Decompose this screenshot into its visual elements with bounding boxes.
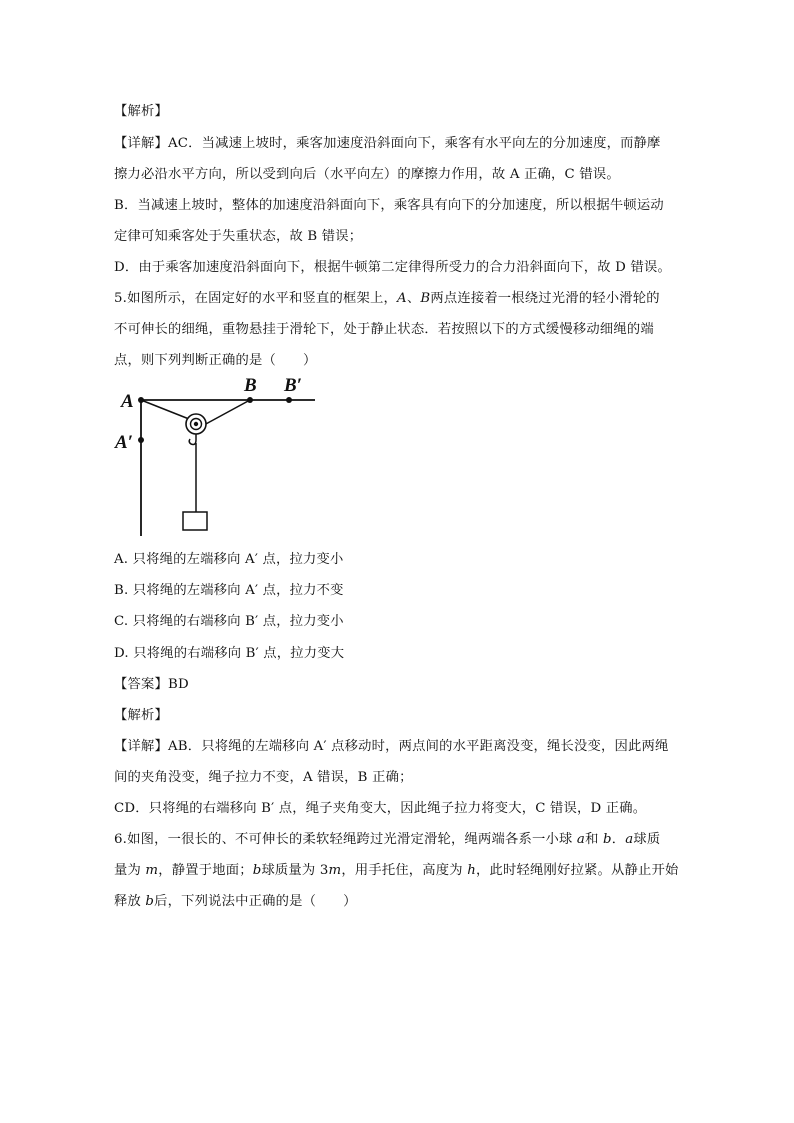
q8-ball-b: b	[145, 894, 155, 909]
line-analysis-heading-1: 【解析】	[114, 104, 168, 119]
q5-text-e: 两点连接着一根绕过光滑的轻小滑轮的	[430, 291, 660, 306]
point-a-prime-dot	[138, 437, 144, 443]
q6-ball-a-2: a	[625, 832, 634, 847]
question-6-line-3	[114, 892, 357, 912]
line-detail-ac-2: 擦力必沿水平方向，所以受到向后（水平向左）的摩擦力作用，故 A 正确，C 错误。	[114, 167, 620, 182]
q8-text-a: 释放	[114, 894, 146, 909]
line-detail-ab-1: 【详解】AB．只将绳的左端移向 A′ 点移动时，两点间的水平距离没变，绳长没变，因此两绳	[114, 739, 669, 754]
option-c: C. 只将绳的右端移向 B′ 点，拉力变小	[114, 614, 344, 629]
q7-ball-b: b	[252, 863, 262, 878]
line-detail-b-2: 定律可知乘客处于失重状态，故 B 错误；	[114, 229, 363, 244]
label-b: B	[244, 376, 257, 396]
q7-text-a: 量为	[114, 863, 146, 878]
point-b-dot	[247, 397, 253, 403]
pulley-hook	[189, 434, 196, 445]
line-detail-ab-2: 间的夹角没变，绳子拉力不变，A 错误，B 正确；	[114, 770, 413, 785]
q5-text-c: 、	[406, 291, 421, 306]
label-b-prime: B′	[284, 376, 303, 396]
q7-text-c: ，静置于地面；	[158, 863, 253, 878]
q6-text-e: ．	[611, 832, 626, 847]
q7-text-i: ，此时轻绳刚好拉紧。从静止开始	[476, 863, 679, 878]
line-detail-d: D．由于乘客加速度沿斜面向下，根据牛顿第二定律得所受力的合力沿斜面向下，故 D 错误。	[114, 260, 671, 275]
q5-point-b: B	[420, 291, 431, 306]
q5-point-a: A	[397, 291, 407, 306]
q6-text-a: 6.如图，一很长的、不可伸长的柔软轻绳跨过光滑定滑轮，绳两端各系一小球	[114, 832, 577, 847]
line-analysis-heading-2: 【解析】	[114, 708, 168, 723]
answer-line: 【答案】BD	[114, 677, 189, 692]
q6-ball-b: b	[603, 832, 612, 847]
label-a: A	[121, 391, 134, 412]
option-a: A. 只将绳的左端移向 A′ 点，拉力变小	[114, 552, 344, 567]
q7-mass-m: m	[145, 863, 159, 878]
question-5-line-3: 点，则下列判断正确的是（ ）	[114, 353, 317, 368]
question-6-line-1	[114, 830, 660, 850]
point-a-dot	[138, 397, 144, 403]
line-detail-ac-1: 【详解】AC．当减速上坡时，乘客加速度沿斜面向下，乘客有水平向左的分加速度，而静摩	[114, 136, 661, 151]
rope-right-segment	[204, 400, 250, 425]
q5-text-a: 5.如图所示，在固定好的水平和竖直的框架上，	[114, 291, 398, 306]
q6-text-c: 和	[585, 832, 603, 847]
label-a-prime: A′	[115, 432, 134, 453]
line-detail-b-1: B．当减速上坡时，整体的加速度沿斜面向下，乘客具有向下的分加速度，所以根据牛顿运动	[114, 198, 664, 213]
question-5-line-1	[114, 289, 660, 309]
q6-ball-a: a	[576, 832, 586, 847]
option-d: D. 只将绳的右端移向 B′ 点，拉力变大	[114, 646, 345, 661]
q7-height-h: h	[467, 863, 476, 878]
question-6-line-2	[114, 861, 678, 881]
q7-text-g: ，用手托住，高度为	[341, 863, 468, 878]
hanging-weight	[183, 512, 207, 530]
line-detail-cd: CD．只将绳的右端移向 B′ 点，绳子夹角变大，因此绳子拉力将变大，C 错误，D 正确。	[114, 801, 647, 816]
option-b: B. 只将绳的左端移向 A′ 点，拉力不变	[114, 583, 344, 598]
pulley-axle	[194, 422, 198, 426]
q7-text-e: 球质量为 3	[261, 863, 329, 878]
q8-text-c: 后，下列说法中正确的是（ ）	[154, 894, 357, 909]
point-b-prime-dot	[286, 397, 292, 403]
q6-text-g: 球质	[633, 832, 661, 847]
q7-mass-m-2: m	[328, 863, 342, 878]
pulley-frame-figure	[112, 376, 322, 536]
question-5-line-2: 不可伸长的细绳，重物悬挂于滑轮下，处于静止状态．若按照以下的方式缓慢移动细绳的端	[114, 322, 654, 337]
rope-left-segment	[141, 400, 189, 419]
